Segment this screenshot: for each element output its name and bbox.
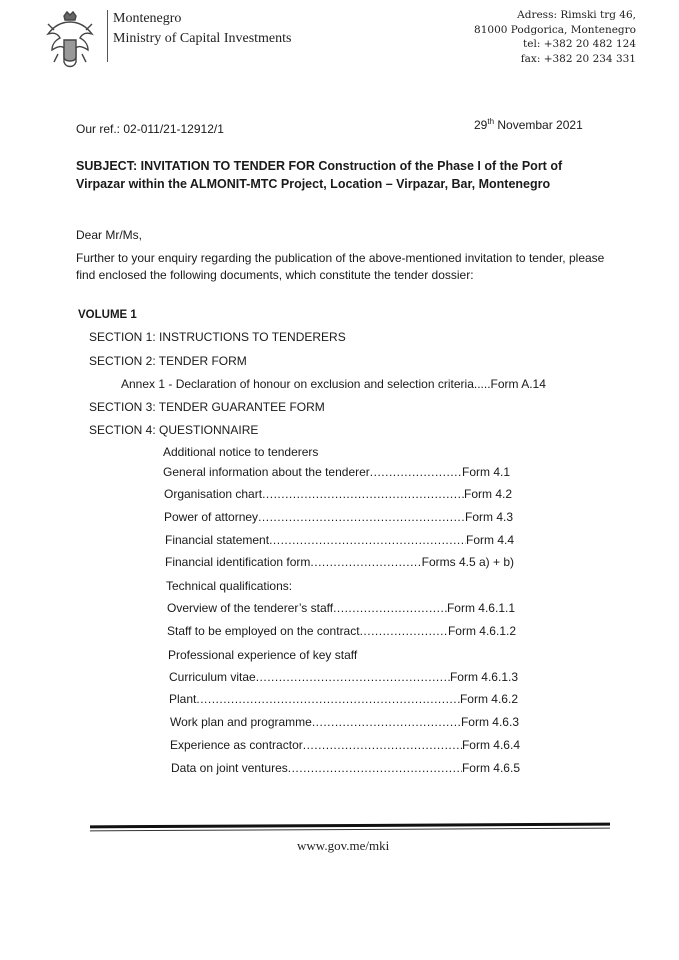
form-number: Form 4.6.3 <box>460 715 519 729</box>
header-divider <box>107 10 108 62</box>
form-row <box>164 510 513 524</box>
form-row <box>170 715 519 729</box>
phone-line: tel: +382 20 482 124 <box>523 38 636 50</box>
form-number: Form 4.2 <box>463 487 512 501</box>
form-row <box>165 533 514 547</box>
form-label: Power of attorney <box>164 510 259 524</box>
form-row <box>169 670 518 684</box>
form-label: Plant <box>169 692 197 706</box>
form-row <box>167 624 516 638</box>
ministry-name: Ministry of Capital Investments <box>113 31 292 46</box>
form-number: Form 4.6.1.3 <box>449 670 518 684</box>
date-suffix: th <box>487 117 495 126</box>
section-1: SECTION 1: INSTRUCTIONS TO TENDERERS <box>89 330 346 344</box>
annex-1: Annex 1 - Declaration of honour on exclusion and selection criteria.....Form A.14 <box>121 377 546 391</box>
date-day: 29 <box>474 118 488 132</box>
professional-experience: Professional experience of key staff <box>168 648 358 662</box>
form-label: General information about the tenderer <box>163 465 370 479</box>
form-label: Staff to be employed on the contract <box>167 624 360 638</box>
form-row <box>165 555 514 569</box>
form-label: Work plan and programme <box>170 715 312 729</box>
form-label: Curriculum vitae <box>169 670 256 684</box>
form-label: Overview of the tenderer’s staff <box>167 601 334 615</box>
form-row <box>170 738 520 752</box>
form-number: Form 4.3 <box>464 510 513 524</box>
section-4: SECTION 4: QUESTIONNAIRE <box>89 423 259 437</box>
reference-number: Our ref.: 02-011/21-12912/1 <box>76 122 224 136</box>
footer-website: www.gov.me/mki <box>297 838 390 853</box>
country-name: Montenegro <box>113 11 182 26</box>
form-row <box>169 692 518 706</box>
fax-line: fax: +382 20 234 331 <box>520 52 636 65</box>
form-label: Organisation chart <box>164 487 263 501</box>
form-row <box>167 601 515 615</box>
section-3: SECTION 3: TENDER GUARANTEE FORM <box>89 400 325 414</box>
form-label: Financial statement <box>165 533 270 547</box>
form-row <box>163 465 510 479</box>
form-number: Form 4.6.1.1 <box>446 601 515 615</box>
form-number: Form 4.6.1.2 <box>447 624 516 638</box>
letter-date <box>474 117 583 132</box>
form-row <box>171 761 520 775</box>
issuer-block <box>113 9 291 49</box>
coat-of-arms-icon <box>44 10 96 72</box>
salutation: Dear Mr/Ms, <box>76 228 142 242</box>
form-label: Financial identification form <box>165 555 311 569</box>
address-line: 81000 Podgorica, Montenegro <box>474 23 636 36</box>
technical-qualifications: Technical qualifications: <box>166 579 293 593</box>
form-number: Form 4.6.5 <box>461 761 520 775</box>
form-number: Forms 4.5 a) + b) <box>421 555 514 569</box>
address-block <box>474 8 636 66</box>
form-number: Form 4.1 <box>461 465 510 479</box>
address-line: Adress: Rimski trg 46, <box>517 9 636 21</box>
volume-heading: VOLUME 1 <box>78 309 137 321</box>
additional-notice: Additional notice to tenderers <box>163 445 319 459</box>
intro-paragraph: Further to your enquiry regarding the publication of the above-mentioned invitation to tender, please find enclosed the following documents, which constitute the tender dossier: <box>76 251 605 282</box>
section-2: SECTION 2: TENDER FORM <box>89 354 247 368</box>
form-row <box>164 487 512 501</box>
footer-rule-thin <box>90 828 610 832</box>
form-number: Form 4.6.2 <box>459 692 518 706</box>
form-label: Experience as contractor <box>170 738 303 752</box>
subject-line: SUBJECT: INVITATION TO TENDER FOR Construction of the Phase I of the Port of Virpazar within the ALMONIT-MTC Project, Location – Virpazar, Bar, Montenegro <box>76 159 563 191</box>
date-month-year: Novembar 2021 <box>494 118 583 132</box>
form-number: Form 4.6.4 <box>461 738 520 752</box>
form-number: Form 4.4 <box>465 533 514 547</box>
form-label: Data on joint ventures <box>171 761 288 775</box>
